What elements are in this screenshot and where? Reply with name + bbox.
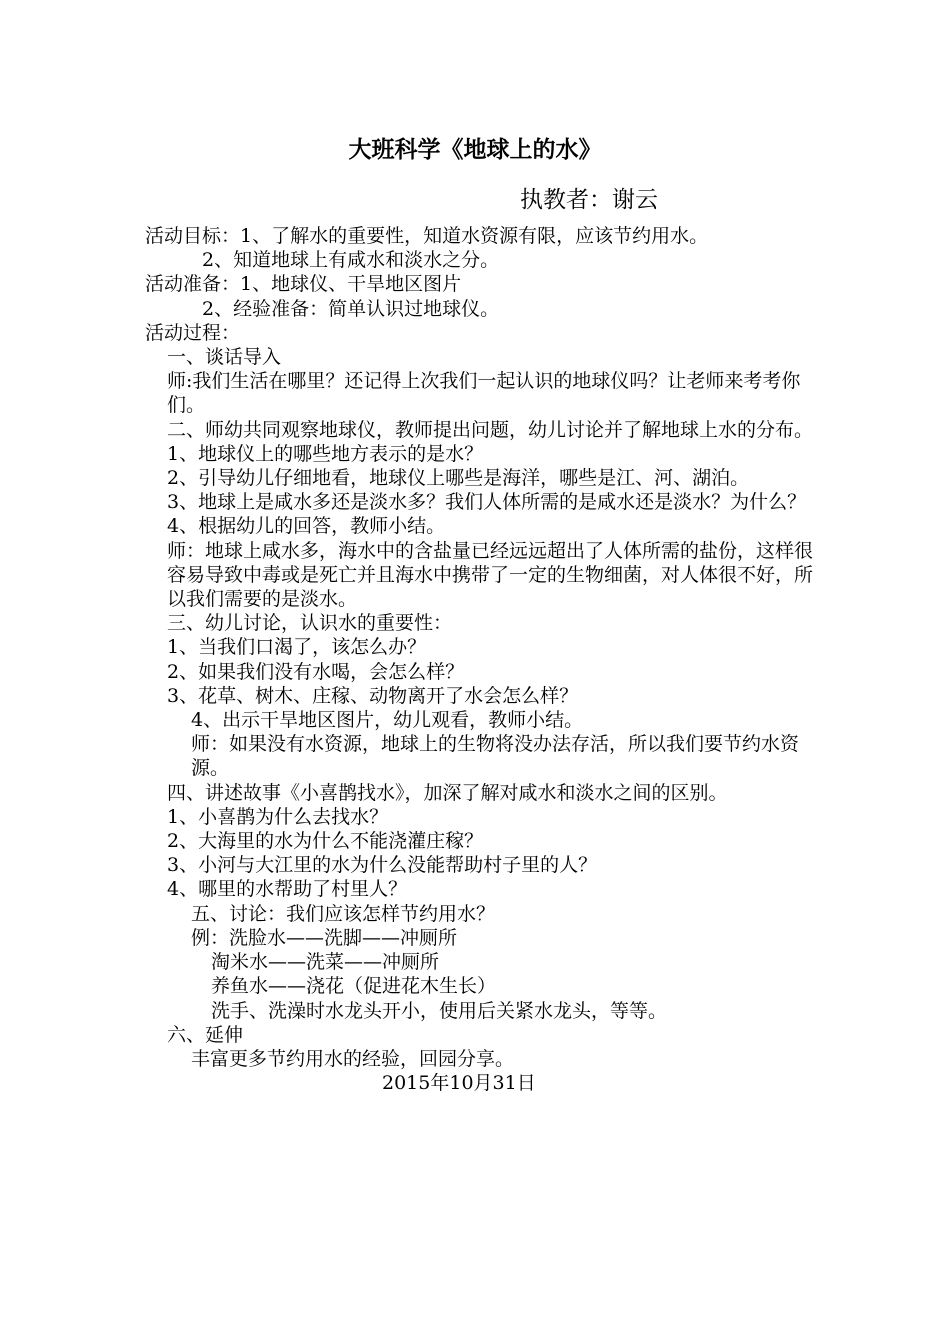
list-item: 4、哪里的水帮助了村里人？ [167,878,408,901]
prep-line-2: 2、经验准备：简单认识过地球仪。 [202,297,500,320]
section-heading-4: 四、讲述故事《小喜鹊找水》，加深了解对咸水和淡水之间的区别。 [167,781,728,804]
list-item: 2、大海里的水为什么不能浇灌庄稼？ [167,830,484,853]
list-item: 3、地球上是咸水多还是淡水多？我们人体所需的是咸水还是淡水？为什么？ [167,491,807,514]
document-title: 大班科学《地球上的水》 [348,136,602,163]
goal-line-1: 活动目标：1、了解水的重要性，知道水资源有限，应该节约用水。 [145,225,709,247]
list-item: 1、地球仪上的哪些地方表示的是水？ [167,442,484,465]
prep-line-1: 活动准备：1、地球仪、干旱地区图片 [145,273,462,296]
section-heading-5: 五、讨论：我们应该怎样节约用水？ [191,902,496,925]
paragraph: 丰富更多节约用水的经验，回园分享。 [191,1047,515,1070]
example-line: 洗手、洗澡时水龙头开小，使用后关紧水龙头，等等。 [211,999,668,1022]
section-heading-2: 二、师幼共同观察地球仪，教师提出问题，幼儿讨论并了解地球上水的分布。 [167,418,814,441]
document-date: 2015年10月31日 [382,1072,536,1095]
list-item: 3、小河与大江里的水为什么没能帮助村子里的人？ [167,854,598,877]
list-item: 2、如果我们没有水喝，会怎么样？ [167,660,465,683]
list-item: 4、出示干旱地区图片，幼儿观看，教师小结。 [191,709,584,732]
paragraph: 师：地球上咸水多，海水中的含盐量已经远远超出了人体所需的盐份，这样很容易导致中毒或是死亡并且海水中携带了一定的生物细菌，对人体很不好，所以我们需要的是淡水。 [167,539,814,611]
section-heading-1: 一、谈话导入 [167,346,282,369]
document-body [145,224,820,1095]
example-line: 例：洗脸水——洗脚——冲厕所 [191,926,458,949]
author-line: 执教者：谢云 [520,187,658,213]
list-item: 4、根据幼儿的回答，教师小结。 [167,515,446,538]
example-line: 淘米水——洗菜——冲厕所 [211,951,440,974]
section-heading-3: 三、幼儿讨论，认识水的重要性： [167,612,453,635]
example-line: 养鱼水——浇花（促进花木生长） [211,975,497,998]
process-heading: 活动过程： [145,321,241,344]
list-item: 2、引导幼儿仔细地看，地球仪上哪些是海洋，哪些是江、河、湖泊。 [167,467,750,490]
section-heading-6: 六、延伸 [167,1023,244,1046]
list-item: 3、花草、树木、庄稼、动物离开了水会怎么样？ [167,684,579,707]
goal-line-2: 2、知道地球上有咸水和淡水之分。 [202,249,500,272]
paragraph: 师：如果没有水资源，地球上的生物将没办法存活，所以我们要节约水资源。 [191,733,800,780]
paragraph: 师:我们生活在哪里？还记得上次我们一起认识的地球仪吗？让老师来考考你们。 [167,370,801,417]
list-item: 1、小喜鹊为什么去找水？ [167,805,389,828]
list-item: 1、当我们口渴了，该怎么办？ [167,636,427,659]
